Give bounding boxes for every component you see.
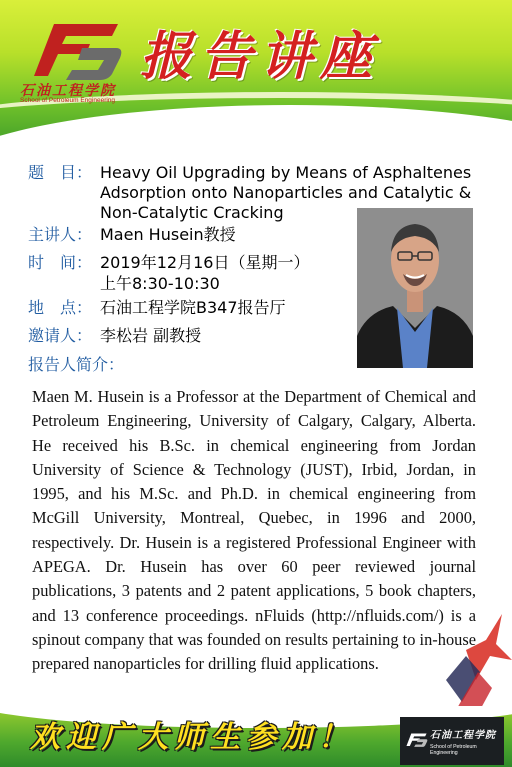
speaker-portrait-icon (357, 208, 473, 368)
topic-line: Heavy Oil Upgrading by Means of Asphaltenes (100, 163, 472, 182)
welcome-message: 欢迎广大师生参加！ (30, 720, 354, 755)
time-date: 2019年12月16日（星期一） (100, 253, 310, 272)
speaker-value: Maen Husein教授 (100, 225, 236, 244)
decorative-figure-icon (436, 610, 512, 710)
speaker-biography: Maen M. Husein is a Professor at the Department of Chemical and Petroleum Engineering, University of Calgary, Calgary, Alberta. He received his B.Sc. in chemical engineering from Jordan University of Science & Technology (JUST), Irbid, Jordan, in 1995, and his M.Sc. and Ph.D. in chemical engineering from McGill University, Montreal, Quebec, in 1996 and 2000, respectively. Dr. Husein is a registered Professional Engineer with APEGA. Dr. Husein has over 60 peer reviewed journal publications, 3 patents and 2 patent applications, 5 book chapters, and 13 conference proceedings. nFluids (http://nfluids.com/) is a spinout company that was founded on results pertaining to in-house prepared nanoparticles for drilling fluid applications. (32, 387, 476, 674)
page-title: 报告讲座 (140, 26, 381, 87)
footer-school-badge (400, 717, 504, 765)
school-name-cn: 石油工程学院 (20, 83, 116, 99)
footer-school-en: School of Petroleum Engineering (430, 744, 477, 756)
topic-line: Adsorption onto Nanoparticles and Catalytic & (100, 183, 472, 202)
bio-label: 报告人简介： (28, 355, 125, 374)
host-value: 李松岩 副教授 (100, 326, 202, 345)
footer-school-cn: 石油工程学院 (430, 730, 496, 741)
footer-logo-icon (406, 729, 428, 751)
time-label: 时 间： (28, 253, 93, 272)
school-name-en: School of Petroleum Engineering (20, 97, 116, 104)
place-label: 地 点： (28, 298, 93, 317)
topic-line: Non-Catalytic Cracking (100, 203, 284, 222)
time-hours: 上午8:30-10:30 (100, 274, 220, 293)
speaker-photo (357, 208, 473, 368)
place-value: 石油工程学院B347报告厅 (100, 298, 286, 317)
topic-label: 题 目： (28, 163, 93, 182)
speaker-label: 主讲人： (28, 225, 93, 244)
host-label: 邀请人： (28, 326, 93, 345)
